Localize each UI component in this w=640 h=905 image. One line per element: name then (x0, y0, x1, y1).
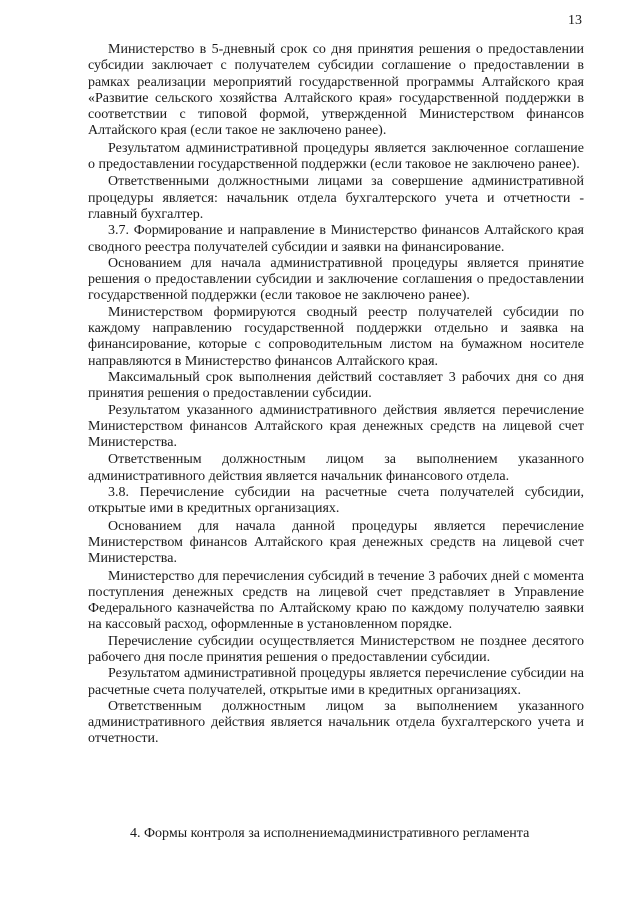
paragraph-3-7-deadline: Максимальный срок выполнения действий составляет 3 рабочих дня со дня принятия решения о предоставлении субсидии. (88, 369, 584, 402)
paragraph-agreement-conclusion: Министерство в 5-дневный срок со дня принятия решения о предоставлении субсидии заключает с получателем субсидии соглашение о предоставлении в рамках реализации мероприятий государственной программы Алтайского края «Развитие сельского хозяйства Алтайского края» государственной поддержки в соответствии с типовой формой, утвержденной Министерством финансов Алтайского края (если такое не заключено ранее). (88, 42, 584, 139)
paragraph-3-7-result: Результатом указанного административного действия является перечисление Министерством финансов Алтайского края денежных средств на лицевой счет Министерства. (88, 402, 584, 451)
page-number: 13 (568, 13, 582, 28)
paragraph-section-3-8: 3.8. Перечисление субсидии на расчетные счета получателей субсидии, открытые ими в кредитных организациях. (88, 485, 584, 517)
paragraph-3-8-result: Результатом административной процедуры является перечисление субсидии на расчетные счета получателей, открытые ими в кредитных организациях. (88, 666, 584, 698)
paragraph-3-8-transfer-request: Министерство для перечисления субсидий в течение 3 рабочих дней с момента поступления денежных средств на лицевой счет представляет в Управление Федерального казначейства по Алтайскому краю по каждому получателю заявки на кассовый расход, оформленные в установленном порядке. (88, 568, 584, 633)
paragraph-3-7-basis: Основанием для начала административной процедуры является принятие решения о предоставлении субсидии и заключение соглашения о предоставлении государственной поддержки (если таковое не заключено ранее). (88, 255, 584, 304)
paragraph-agreement-result: Результатом административной процедуры является заключенное соглашение о предоставлении государственной поддержки (если таковое не заключено ранее). (88, 140, 584, 173)
document-body (88, 42, 584, 748)
paragraph-section-3-7: 3.7. Формирование и направление в Министерство финансов Алтайского края сводного реестра получателей субсидии и заявки на финансирование. (88, 223, 584, 255)
paragraph-3-8-basis: Основанием для начала данной процедуры является перечисление Министерством финансов Алтайского края денежных средств на лицевой счет Министерства. (88, 518, 584, 567)
paragraph-3-7-registry: Министерством формируются сводный реестр получателей субсидии по каждому направлению государственной поддержки отдельно и заявка на финансирование, которые с сопроводительным листом на бумажном носителе направляются в Министерство финансов Алтайского края. (88, 304, 584, 369)
paragraph-3-8-deadline: Перечисление субсидии осуществляется Министерством не позднее десятого рабочего дня после принятия решения о предоставлении субсидии. (88, 633, 584, 665)
paragraph-3-7-responsible: Ответственным должностным лицом за выполнением указанного административного действия является начальник финансового отдела. (88, 452, 584, 484)
paragraph-3-8-responsible: Ответственным должностным лицом за выполнением указанного административного действия является начальник отдела бухгалтерского учета и отчетности. (88, 698, 584, 747)
section-heading-4: 4. Формы контроля за исполнениемадминистративного регламента (130, 826, 530, 841)
paragraph-agreement-responsible: Ответственными должностными лицами за совершение административной процедуры является: начальник отдела бухгалтерского учета и отчетности - главный бухгалтер. (88, 174, 584, 222)
